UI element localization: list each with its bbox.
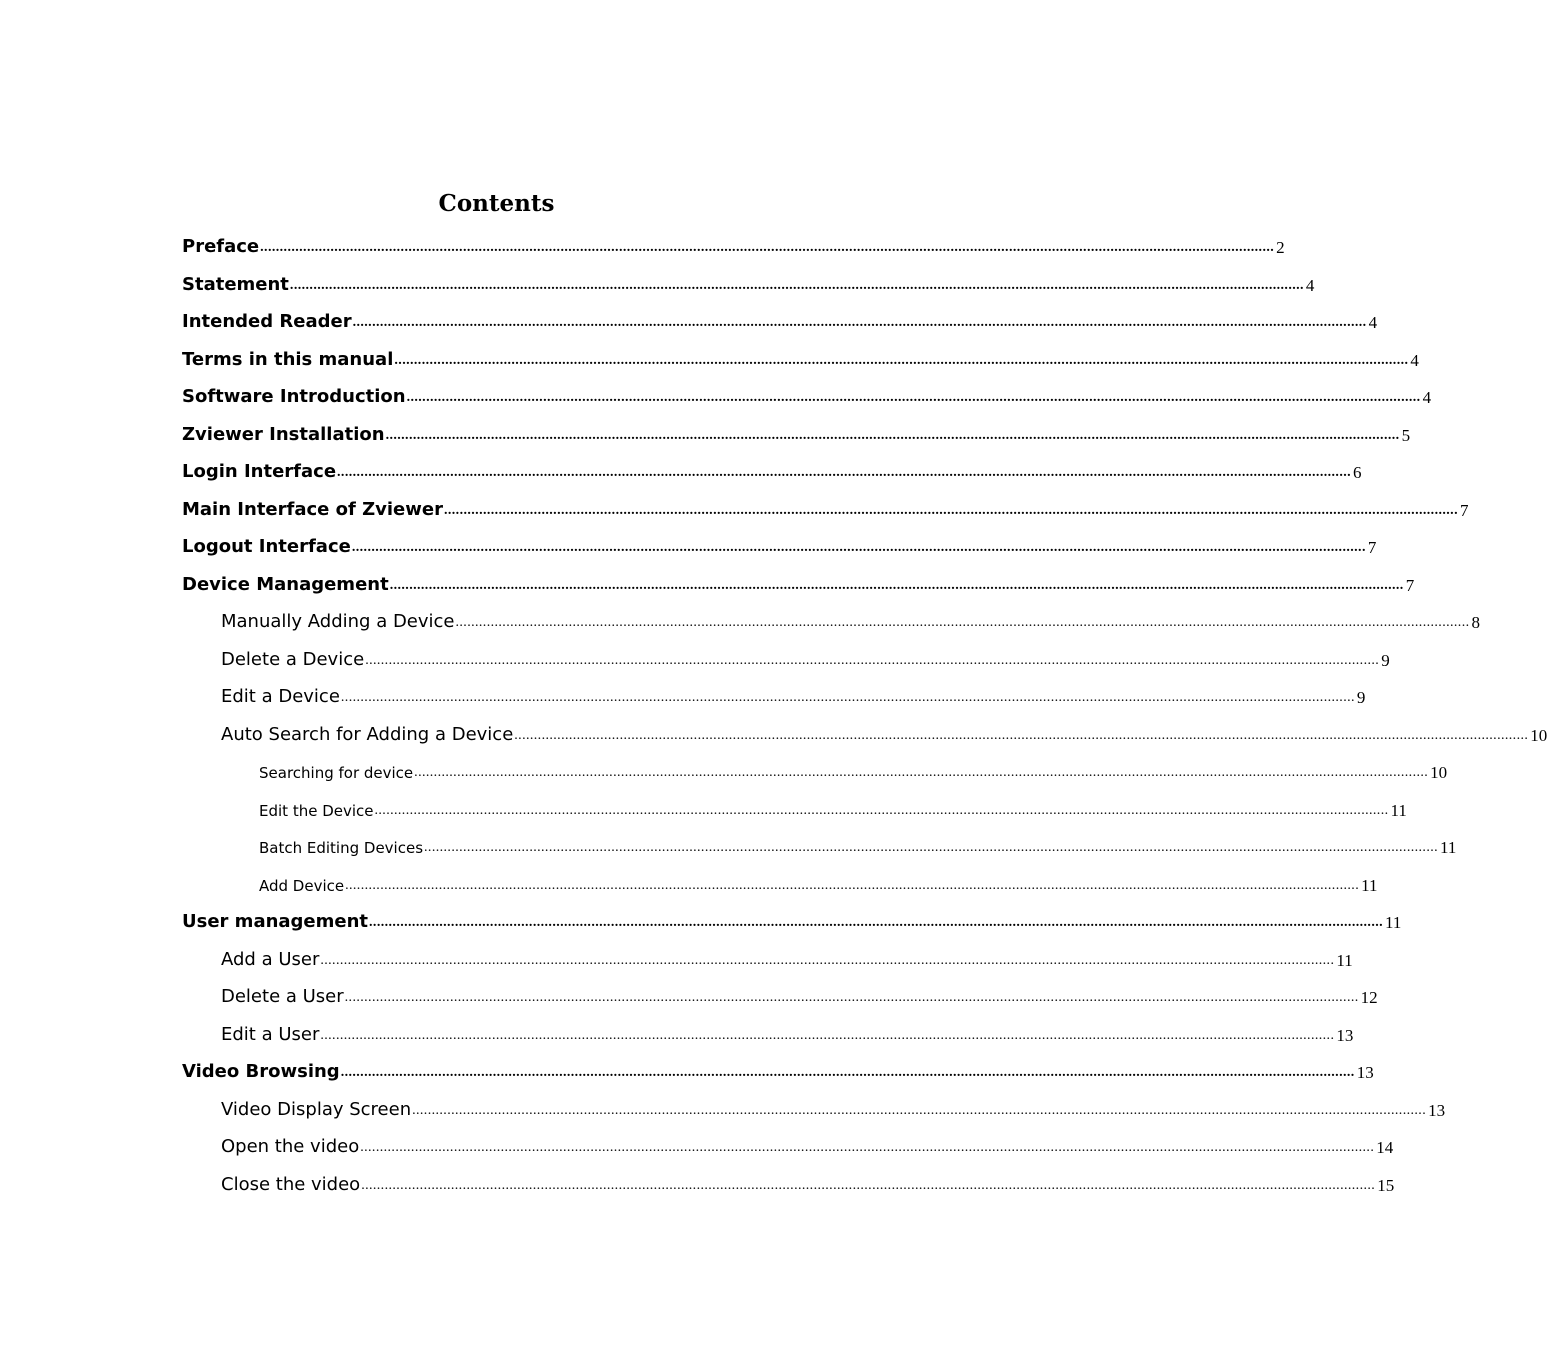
- toc-entry[interactable]: [259, 754, 1448, 786]
- toc-page-number: 13: [1428, 1100, 1446, 1120]
- toc-dot-leader: ....................................................................................................................................................................................................................................................................: [320, 1027, 1335, 1043]
- toc-entry[interactable]: [221, 1017, 1354, 1049]
- toc-page-number: 6: [1353, 463, 1362, 482]
- toc-entry-label: Logout Interface: [182, 536, 351, 557]
- toc-entry-label: Edit a Device: [221, 686, 340, 707]
- toc-page-number: 7: [1405, 575, 1415, 595]
- toc-entry-label: Delete a Device: [221, 648, 365, 670]
- toc-dot-leader: ....................................................................................................................................................................................................................................................................: [412, 1102, 1427, 1118]
- toc-dot-leader: ....................................................................................................................................................................................................................................................................: [344, 990, 1359, 1005]
- toc-entry-label: Software Introduction: [182, 386, 406, 407]
- toc-entry-label: Statement: [182, 273, 289, 295]
- toc-dot-leader: ....................................................................................................................................................................................................................................................................: [340, 690, 1355, 705]
- toc-entry-label: Video Browsing: [182, 1061, 340, 1082]
- toc-entry-label: Device Management: [182, 573, 389, 595]
- toc-dot-leader: ....................................................................................................................................................................................................................................................................: [320, 952, 1335, 968]
- toc-entry-label: Edit a User: [221, 1023, 320, 1045]
- toc-entry-label: Add Device: [259, 876, 345, 895]
- toc-entry[interactable]: [182, 379, 1432, 411]
- toc-page-number: 4: [1368, 313, 1378, 332]
- toc-entry[interactable]: [221, 717, 1547, 749]
- toc-page-number: 4: [1305, 275, 1315, 295]
- toc-entry-label: Video Display Screen: [221, 1098, 412, 1120]
- toc-entry[interactable]: [221, 1129, 1394, 1161]
- toc-dot-leader: ....................................................................................................................................................................................................................................................................: [345, 877, 1360, 893]
- toc-entry[interactable]: [259, 792, 1407, 824]
- toc-entry-label: Edit the Device: [259, 801, 374, 820]
- toc-dot-leader: ....................................................................................................................................................................................................................................................................: [337, 465, 1352, 480]
- toc-page-number: 11: [1361, 875, 1378, 895]
- toc-entry-label: Manually Adding a Device: [221, 611, 455, 632]
- toc-entry-label: Delete a User: [221, 986, 344, 1007]
- toc-page-number: 11: [1440, 838, 1457, 857]
- toc-entry[interactable]: [221, 642, 1390, 674]
- toc-dot-leader: ....................................................................................................................................................................................................................................................................: [406, 390, 1421, 405]
- toc-entry-label: Close the video: [221, 1173, 361, 1195]
- toc-entry[interactable]: [182, 904, 1402, 936]
- toc-dot-leader: ....................................................................................................................................................................................................................................................................: [340, 1065, 1355, 1080]
- toc-page-number: 7: [1367, 538, 1377, 557]
- toc-page-number: 12: [1360, 988, 1378, 1007]
- toc-dot-leader: ....................................................................................................................................................................................................................................................................: [351, 540, 1366, 555]
- toc-dot-leader: ....................................................................................................................................................................................................................................................................: [414, 765, 1429, 780]
- toc-entry[interactable]: [221, 1092, 1446, 1124]
- toc-page-number: 8: [1471, 613, 1480, 632]
- toc-dot-leader: ....................................................................................................................................................................................................................................................................: [389, 577, 1404, 593]
- toc-entry-label: Intended Reader: [182, 311, 352, 332]
- toc-entry[interactable]: [182, 417, 1411, 449]
- toc-entry[interactable]: [221, 942, 1353, 974]
- toc-page-number: 4: [1422, 388, 1432, 407]
- toc-entry-label: Batch Editing Devices: [259, 839, 424, 857]
- toc-entry-label: Add a User: [221, 948, 320, 970]
- toc-dot-leader: ....................................................................................................................................................................................................................................................................: [289, 277, 1304, 293]
- toc-page-number: 2: [1276, 238, 1285, 257]
- toc-entry[interactable]: [259, 867, 1378, 899]
- toc-entry-label: Terms in this manual: [182, 348, 394, 370]
- toc-entry[interactable]: [182, 342, 1419, 374]
- toc-page-number: 10: [1530, 725, 1547, 745]
- toc-dot-leader: ....................................................................................................................................................................................................................................................................: [352, 315, 1367, 330]
- toc-dot-leader: ....................................................................................................................................................................................................................................................................: [424, 840, 1439, 855]
- toc-entry[interactable]: [182, 492, 1469, 524]
- toc-page-number: 14: [1376, 1138, 1394, 1157]
- toc-entry[interactable]: [182, 567, 1415, 599]
- toc-page-number: 4: [1410, 350, 1419, 370]
- toc-entry-label: Main Interface of Zviewer: [182, 498, 443, 520]
- toc-entry[interactable]: [182, 529, 1377, 561]
- toc-page-number: 7: [1459, 500, 1469, 520]
- toc-entry[interactable]: [221, 604, 1480, 636]
- toc-entry-label: Zviewer Installation: [182, 423, 385, 445]
- toc-entry[interactable]: [221, 1167, 1395, 1199]
- toc-page-number: 10: [1430, 763, 1448, 782]
- toc-page-number: 13: [1356, 1063, 1374, 1082]
- page-title: Contents: [438, 190, 555, 217]
- toc-dot-leader: ....................................................................................................................................................................................................................................................................: [361, 1177, 1376, 1193]
- toc-dot-leader: ....................................................................................................................................................................................................................................................................: [260, 240, 1275, 255]
- toc-dot-leader: ....................................................................................................................................................................................................................................................................: [374, 802, 1389, 818]
- toc-entry[interactable]: [182, 229, 1285, 261]
- toc-dot-leader: ....................................................................................................................................................................................................................................................................: [514, 727, 1529, 743]
- toc-dot-leader: ....................................................................................................................................................................................................................................................................: [455, 615, 1470, 630]
- toc-entry[interactable]: [182, 304, 1378, 336]
- toc-entry-label: Searching for device: [259, 764, 414, 782]
- toc-entry-label: Preface: [182, 236, 260, 257]
- toc-page-number: 9: [1381, 650, 1390, 670]
- toc-dot-leader: ....................................................................................................................................................................................................................................................................: [394, 352, 1409, 368]
- toc-page-number: 11: [1336, 950, 1353, 970]
- toc-page-number: 5: [1401, 425, 1411, 445]
- toc-page-number: 9: [1356, 688, 1366, 707]
- toc-entry[interactable]: [182, 454, 1362, 486]
- toc-entry-label: User management: [182, 911, 369, 932]
- toc-entry[interactable]: [221, 679, 1366, 711]
- toc-page-number: 13: [1336, 1025, 1354, 1045]
- toc-page-number: 11: [1385, 913, 1402, 932]
- toc-dot-leader: ....................................................................................................................................................................................................................................................................: [385, 427, 1400, 443]
- toc-page-number: 11: [1390, 800, 1407, 820]
- toc-dot-leader: ....................................................................................................................................................................................................................................................................: [369, 915, 1384, 930]
- toc-dot-leader: ....................................................................................................................................................................................................................................................................: [443, 502, 1458, 518]
- toc-entry-label: Login Interface: [182, 461, 337, 482]
- toc-page-number: 15: [1377, 1175, 1395, 1195]
- toc-entry-label: Open the video: [221, 1136, 360, 1157]
- toc-entry[interactable]: [221, 979, 1378, 1011]
- toc-entry[interactable]: [182, 1054, 1374, 1086]
- toc-entry[interactable]: [182, 267, 1315, 299]
- toc-entry[interactable]: [259, 829, 1457, 861]
- toc-dot-leader: ....................................................................................................................................................................................................................................................................: [365, 652, 1380, 668]
- toc-dot-leader: ....................................................................................................................................................................................................................................................................: [360, 1140, 1375, 1155]
- toc-entry-label: Auto Search for Adding a Device: [221, 723, 514, 745]
